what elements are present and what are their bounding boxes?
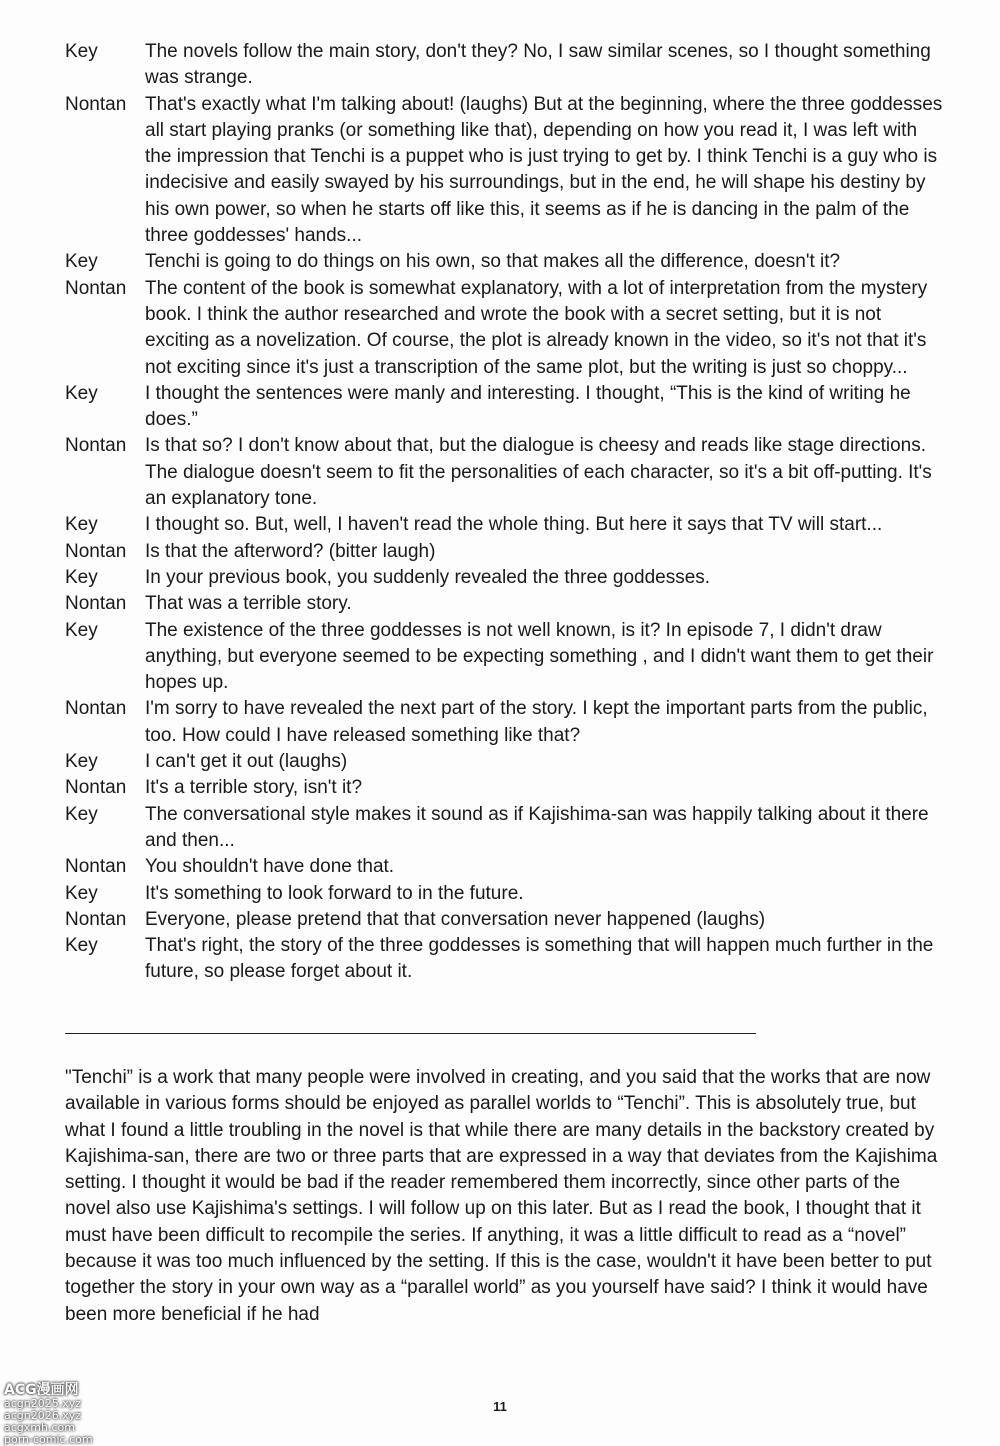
speaker-name: Key [65,382,98,404]
watermark-url-4: porn-comic.com [4,1433,93,1446]
dialogue-line [65,433,945,512]
dialogue-line [65,802,945,855]
speaker-name: Nontan [65,93,127,115]
dialogue-line [65,618,945,697]
utterance-text: I thought the sentences were manly and interesting. I thought, “This is the kind of writing he does.” [145,382,911,431]
dialogue-line [65,539,945,565]
utterance-text: The content of the book is somewhat explanatory, with a lot of interpretation from the mystery book. I think the author researched and wrote the book with a secret setting, but it is not exciting as a novelization. Of course, the plot is already known in the video, so it's not that it's not exciting since it's just a transcription of the same plot, but the writing is just so choppy... [145,277,928,378]
watermark-url-2: acgn2026.xyz [4,1409,82,1422]
utterance-text: I thought so. But, well, I haven't read the whole thing. But here it says that TV will start... [145,514,883,536]
speaker-name: Nontan [65,277,127,299]
utterance-text: The novels follow the main story, don't they? No, I saw similar scenes, so I thought something was strange. [145,41,931,89]
utterance-text: In your previous book, you suddenly revealed the three goddesses. [145,566,711,588]
watermark-url-3: acgxmh.com [4,1421,75,1434]
utterance-text: It's a terrible story, isn't it? [145,777,363,799]
watermark-url-1: acgn2025.xyz [4,1397,82,1410]
dialogue-line [65,276,945,381]
section-divider [65,1033,756,1034]
speaker-name: Key [65,882,98,904]
dialogue-line [65,749,945,775]
utterance-text: The conversational style makes it sound as if Kajishima-san was happily talking about it there and then... [145,803,929,851]
dialogue-line [65,881,945,907]
utterance-text: Everyone, please pretend that that conversation never happened (laughs) [145,908,766,930]
dialogue-line [65,854,945,880]
dialogue-line [65,381,945,434]
speaker-name: Nontan [65,777,127,799]
utterance-text: You shouldn't have done that. [145,856,395,878]
speaker-name: Nontan [65,908,127,930]
watermark-title: ACG漫画网 [4,1382,79,1398]
utterance-text: That was a terrible story. [145,593,352,615]
speaker-name: Nontan [65,593,127,615]
dialogue-line [65,907,945,933]
utterance-text: That's right, the story of the three goddesses is something that will happen much further in the future, so please forget about it. [145,935,934,983]
utterance-text: The existence of the three goddesses is not well known, is it? In episode 7, I didn't draw anything, but everyone seemed to be expecting something , and I didn't want them to get their hopes up. [145,619,934,694]
dialogue-line [65,775,945,801]
speaker-name: Nontan [65,540,127,562]
speaker-name: Key [65,514,98,536]
dialogue-line [65,565,945,591]
speaker-name: Key [65,566,98,588]
speaker-name: Key [65,619,98,641]
utterance-text: Is that so? I don't know about that, but the dialogue is cheesy and reads like stage directions. The dialogue doesn't seem to fit the personalities of each character, so it's a bit off-putting. It's an explanatory tone. [145,435,932,510]
utterance-text: Tenchi is going to do things on his own, so that makes all the difference, doesn't it? [145,251,841,273]
speaker-name: Nontan [65,856,127,878]
dialogue-line [65,92,945,250]
dialogue-line [65,591,945,617]
page-number: 11 [493,1399,507,1414]
dialogue-transcript [65,39,945,986]
dialogue-line [65,249,945,275]
utterance-text: I'm sorry to have revealed the next part of the story. I kept the important parts from the public, too. How could I have released something like that? [145,698,928,746]
dialogue-line [65,512,945,538]
speaker-name: Key [65,935,98,957]
site-watermark [4,1383,126,1446]
speaker-name: Key [65,41,98,62]
utterance-text: It's something to look forward to in the future. [145,882,524,904]
dialogue-line [65,39,945,92]
speaker-name: Nontan [65,435,127,457]
speaker-name: Nontan [65,698,127,720]
speaker-name: Key [65,751,98,773]
utterance-text: That's exactly what I'm talking about! (laughs) But at the beginning, where the three goddesses all start playing pranks (or something like that), depending on how you read it, I was left with the impression that Tenchi is a puppet who is just trying to get by. I think Tenchi is a guy who is indecisive and easily swayed by his surroundings, but in the end, he will shape his destiny by his own power, so when he starts off like this, it seems as if he is dancing in the palm of the three goddesses' hands... [145,93,943,247]
speaker-name: Key [65,803,98,825]
utterance-text: Is that the afterword? (bitter laugh) [145,540,436,562]
dialogue-line [65,933,945,986]
essay-paragraph: "Tenchi” is a work that many people were involved in creating, and you said that the works that are now available in various forms should be enjoyed as parallel worlds to “Tenchi”. This is absolutely true, but what I found a little troubling in the novel is that while there are many details in the backstory created by Kajishima-san, there are two or three parts that are expressed in a way that deviates from the Kajishima setting. I thought it would be bad if the reader remembered them incorrectly, since other parts of the novel also use Kajishima's settings. I will follow up on this later. But as I read the book, I thought that it must have been difficult to recompile the series. If anything, it was a little difficult to read as a “novel” because it was too much influenced by the setting. If this is the case, wouldn't it have been better to put together the story in your own way as a “parallel world” as you yourself have said? I think it would have been more beneficial if he had [65,1067,938,1325]
dialogue-line [65,696,945,749]
utterance-text: I can't get it out (laughs) [145,751,348,773]
speaker-name: Key [65,251,98,273]
